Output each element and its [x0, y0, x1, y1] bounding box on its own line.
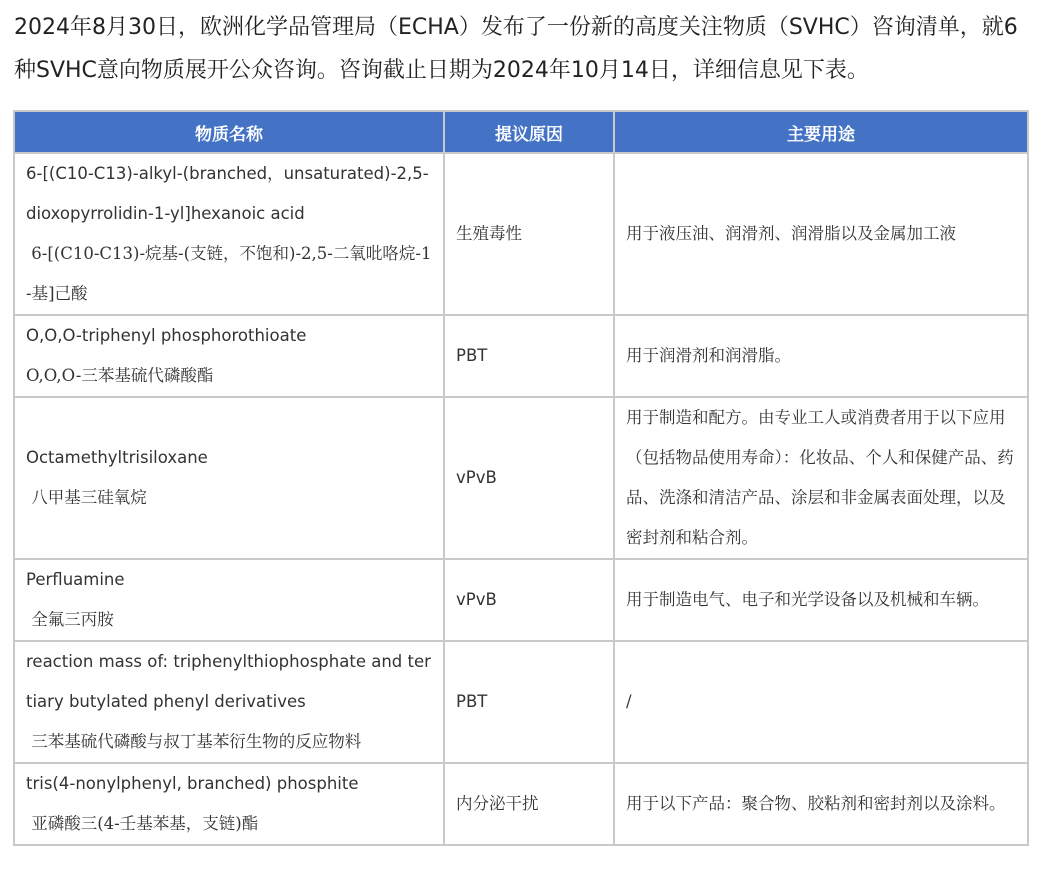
table-row [14, 315, 1028, 397]
table-row [14, 397, 1028, 559]
substance-name-en: tris(4-nonylphenyl, branched) phosphite [26, 774, 359, 793]
substance-name-en: O,O,O-triphenyl phosphorothioate [26, 326, 307, 345]
table-row [14, 763, 1028, 845]
substance-name-zh: 全氟三丙胺 [26, 610, 114, 629]
table-header-row [14, 111, 1028, 153]
substance-name-zh: 八甲基三硅氧烷 [26, 488, 147, 507]
substance-name-zh: O,O,O-三苯基硫代磷酸酯 [26, 366, 214, 385]
reason-cell: PBT [444, 315, 614, 397]
substance-name-zh: 亚磷酸三(4-壬基苯基，支链)酯 [26, 814, 259, 833]
use-cell: 用于制造电气、电子和光学设备以及机械和车辆。 [614, 559, 1028, 641]
use-cell: / [614, 641, 1028, 763]
substance-name-en: Octamethyltrisiloxane [26, 448, 208, 467]
substance-cell [14, 641, 444, 763]
table-row [14, 559, 1028, 641]
table-row [14, 153, 1028, 315]
reason-cell: vPvB [444, 397, 614, 559]
substance-cell [14, 397, 444, 559]
substance-cell [14, 153, 444, 315]
substance-cell [14, 559, 444, 641]
use-cell: 用于制造和配方。由专业工人或消费者用于以下应用（包括物品使用寿命）：化妆品、个人和保健产品、药品、洗涤和清洁产品、涂层和非金属表面处理，以及密封剂和粘合剂。 [614, 397, 1028, 559]
table-row [14, 641, 1028, 763]
use-cell: 用于以下产品：聚合物、胶粘剂和密封剂以及涂料。 [614, 763, 1028, 845]
substance-name-en: reaction mass of: triphenylthiophosphate and tertiary butylated phenyl derivatives [26, 652, 431, 711]
reason-cell: 生殖毒性 [444, 153, 614, 315]
substance-cell [14, 763, 444, 845]
header-substance-name: 物质名称 [14, 111, 444, 153]
svhc-table [13, 110, 1029, 846]
use-cell: 用于液压油、润滑剂、润滑脂以及金属加工液 [614, 153, 1028, 315]
substance-name-en: Perfluamine [26, 570, 125, 589]
substance-name-zh: 6-[(C10-C13)-烷基-(支链，不饱和)-2,5-二氧吡咯烷-1-基]己酸 [26, 244, 432, 303]
intro-paragraph: 2024年8月30日，欧洲化学品管理局（ECHA）发布了一份新的高度关注物质（SVHC）咨询清单，就6种SVHC意向物质展开公众咨询。咨询截止日期为2024年10月14日，详细信息见下表。 [14, 15, 1018, 83]
substance-name-en: 6-[(C10-C13)-alkyl-(branched，unsaturated)-2,5-dioxopyrrolidin-1-yl]hexanoic acid [26, 164, 429, 223]
reason-cell: PBT [444, 641, 614, 763]
header-main-use: 主要用途 [614, 111, 1028, 153]
header-reason: 提议原因 [444, 111, 614, 153]
substance-cell [14, 315, 444, 397]
substance-name-zh: 三苯基硫代磷酸与叔丁基苯衍生物的反应物料 [26, 732, 362, 751]
use-cell: 用于润滑剂和润滑脂。 [614, 315, 1028, 397]
reason-cell: vPvB [444, 559, 614, 641]
reason-cell: 内分泌干扰 [444, 763, 614, 845]
